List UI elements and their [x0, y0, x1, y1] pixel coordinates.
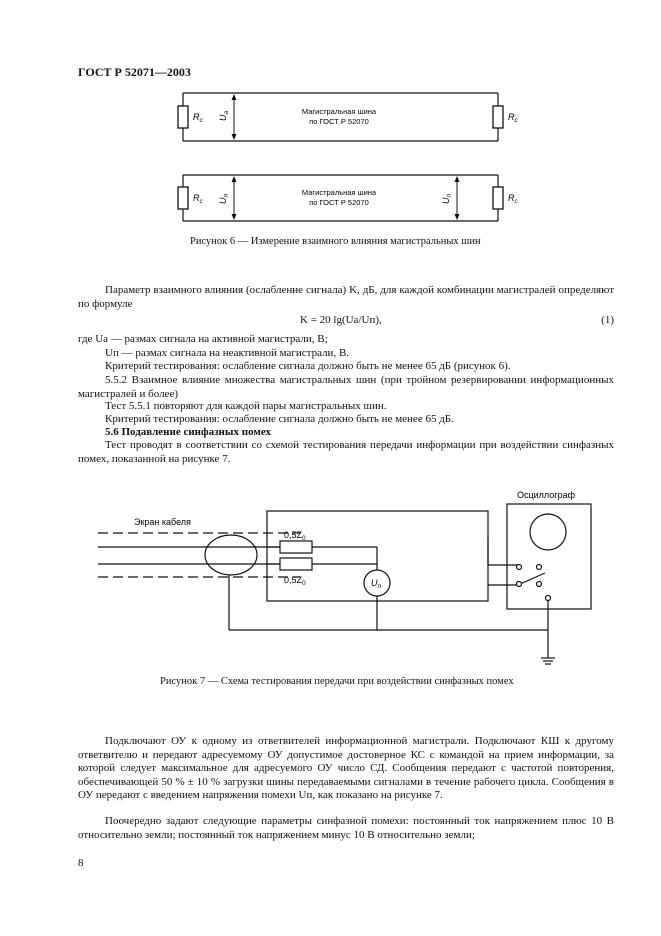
bus-1	[178, 93, 519, 141]
resistor-right-2	[493, 187, 503, 209]
svg-text:Rс: $R_с$	[508, 112, 518, 124]
cable-screen-label: Экран кабеля	[134, 517, 191, 527]
oscilloscope-box	[507, 504, 591, 609]
paragraph-noise-params: Поочередно задают следующие параметры синфазной помехи: постоянный ток напряжением плюс 10 В относительно земли; постоянный ток напряжением минус 10 В относительно земли;	[78, 815, 614, 841]
bus-2-label-2: по ГОСТ Р 52070	[309, 198, 369, 207]
figure-7-caption: Рисунок 7 — Схема тестирования передачи при воздействии синфазных помех	[160, 676, 514, 687]
paragraph-parameter: Параметр взаимного влияния (ослабление сигнала) K, дБ, для каждой комбинации магистралей определяют по формуле	[78, 284, 614, 310]
figure-7	[0, 480, 661, 670]
bus-1-label-2: по ГОСТ Р 52070	[309, 117, 369, 126]
bus-1-label-1: Магистральная шина	[301, 107, 377, 116]
document-header: ГОСТ Р 52071—2003	[78, 65, 191, 79]
svg-text:Rс: $R_с$	[508, 193, 518, 205]
resistor-left-2	[178, 187, 188, 209]
svg-text:0,5Z0: $0,5Z_0$	[284, 530, 306, 542]
svg-text:Uп: $U_п$	[371, 578, 382, 590]
test-repeat: Тест 5.5.1 повторяют для каждой пары магистральных шин.	[105, 400, 387, 412]
formula-number: (1)	[601, 314, 614, 326]
oscilloscope-label: Осциллограф	[517, 490, 575, 500]
criterion-2: Критерий тестирования: ослабление сигнала должно быть не менее 65 дБ.	[105, 413, 454, 425]
svg-text:Uа: $U_а$	[218, 110, 230, 121]
bus-2-label-1: Магистральная шина	[301, 188, 377, 197]
resistor-left-1	[178, 106, 188, 128]
section-5-6-text: Тест проводят в соответствии со схемой тестирования передачи информации при воздействии синфазных помех, показанной на рисунке 7.	[78, 439, 614, 465]
resistor-z-top	[280, 541, 312, 553]
page-number: 8	[78, 857, 84, 869]
oscilloscope-screen	[530, 514, 566, 550]
svg-text:0,5Z0: $0,5Z_0$	[284, 575, 306, 587]
paragraph-connect: Подключают ОУ к одному из ответвителей информационной магистрали. Подключают КШ к другому ответвителю и передают адресуемому ОУ допустимое достоверное КС с командой на прием информации, за которой следует максимальное для адресуемого ОУ число СД. Сообщения передают с частотой повторения, обеспечивающей 50 % ± 10 % загрузки шины передаваемыми сигналами в течение рабочего цикла. Сообщения в ОУ передают с введением напряжения помехи Uп, как показано на рисунке 7.	[78, 735, 614, 802]
figure-6-caption: Рисунок 6 — Измерение взаимного влияния магистральных шин	[190, 236, 481, 247]
cable-screen-ellipse	[205, 535, 257, 575]
section-5-6-title: 5.6 Подавление синфазных помех	[105, 426, 272, 438]
svg-text:Uп: $U_п$	[218, 193, 230, 204]
resistor-right-1	[493, 106, 503, 128]
formula-row	[78, 314, 614, 328]
svg-text:Rс: $R_с$	[193, 193, 203, 205]
where-1: где Uа — размах сигнала на активной магистрали, В;	[78, 333, 328, 345]
svg-text:Rс: $R_с$	[193, 112, 203, 124]
formula: K = 20 lg(Uа/Uп),	[300, 314, 382, 326]
bus-2	[178, 175, 519, 221]
figure-6	[0, 0, 661, 240]
criterion-1: Критерий тестирования: ослабление сигнала должно быть не менее 65 дБ (рисунок 6).	[105, 360, 511, 372]
resistor-z-bottom	[280, 558, 312, 570]
section-5-5-2: 5.5.2 Взаимное влияние множества магистральных шин (при тройном резервировании информационных магистралей и более)	[78, 374, 614, 400]
svg-text:Uп: $U_п$	[441, 193, 453, 204]
where-2: Uп — размах сигнала на неактивной магистрали, В.	[105, 347, 350, 359]
